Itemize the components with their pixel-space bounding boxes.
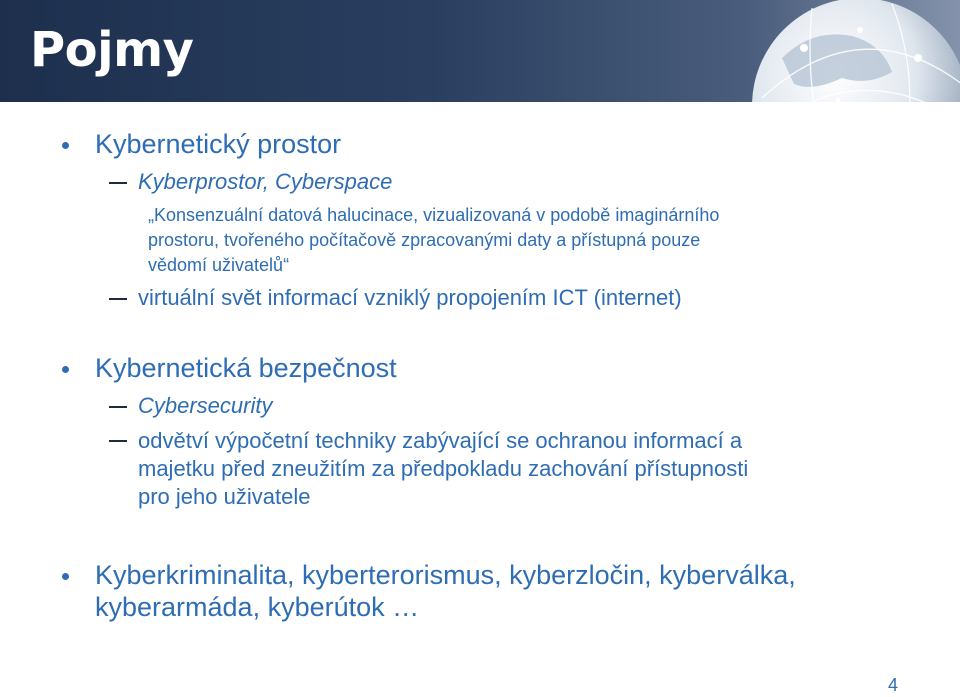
bullet-dot [62, 366, 69, 373]
sub-bullet-dash [109, 440, 127, 442]
title-bar [0, 0, 960, 102]
sub-bullet-dash [109, 406, 127, 408]
slide-title: Pojmy [30, 22, 194, 78]
bullet-heading: Kybernetická bezpečnost [95, 353, 397, 383]
sub-bullet-text: odvětví výpočetní techniky zabývající se ochranou informací a [138, 428, 743, 453]
sub-bullet-text: majetku před zneužitím za předpokladu zachování přístupnosti [138, 456, 749, 481]
sub-bullet-dash [109, 182, 127, 184]
page-number: 4 [888, 675, 899, 695]
quote-line: vědomí uživatelů“ [148, 255, 290, 275]
quote-line: prostoru, tvořeného počítačově zpracovanými daty a přístupná pouze [148, 230, 701, 250]
bullet-heading: Kybernetický prostor [95, 129, 342, 159]
bullet-dot [62, 573, 69, 580]
sub-bullet-text: Cybersecurity [138, 393, 273, 418]
bullet-heading: kyberarmáda, kyberútok … [95, 592, 420, 622]
sub-bullet-text: Kyberprostor, Cyberspace [138, 169, 393, 194]
bullet-heading: Kyberkriminalita, kyberterorismus, kyberzločin, kyberválka, [95, 560, 796, 590]
bullet-dot [62, 142, 69, 149]
quote-line: „Konsenzuální datová halucinace, vizualizovaná v podobě imaginárního [148, 205, 720, 225]
globe-network-icon [742, 0, 960, 102]
sub-bullet-dash [109, 298, 127, 300]
sub-bullet-text: pro jeho uživatele [138, 484, 311, 509]
sub-bullet-text: virtuální svět informací vzniklý propojením ICT (internet) [138, 285, 682, 310]
